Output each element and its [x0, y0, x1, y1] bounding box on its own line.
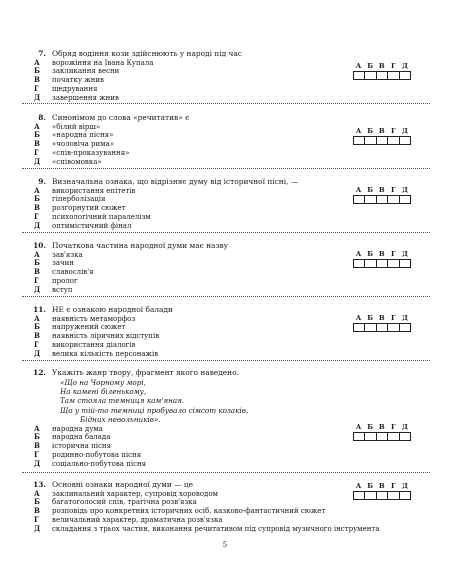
option-d: Г величальний характер, драматична розв'язка [34, 515, 223, 525]
answer-box[interactable] [377, 260, 388, 267]
option-c: В наявність ліричних відступів [34, 331, 160, 341]
question-number: 7. [38, 49, 46, 58]
option-c: В славослів'я [34, 267, 94, 277]
quote-line: Там стояла темниця кам'яная. [60, 396, 185, 406]
option-b: Б закликання весни [34, 66, 120, 76]
quote-line: Що у тій-то темниці пробувало сімсот козаків, [60, 405, 249, 415]
answer-grid-13: А Б В Г Д [353, 482, 411, 500]
answer-box[interactable] [377, 72, 388, 79]
answer-box[interactable] [389, 324, 400, 331]
divider [22, 360, 430, 361]
option-c: В розгорнутий сюжет [34, 203, 126, 213]
answer-box[interactable] [354, 196, 365, 203]
quote-line: «Що на Чорному морі, [60, 377, 146, 387]
question-text: Обряд водіння кози здійснюють у народі під час [52, 49, 242, 58]
option-e: Д «співомовка» [34, 157, 102, 167]
answer-box[interactable] [377, 492, 388, 499]
answer-box[interactable] [389, 492, 400, 499]
divider [22, 472, 430, 473]
question-text: НЕ є ознакою народної балади [52, 305, 173, 314]
answer-box[interactable] [366, 137, 377, 144]
question-number: 12. [33, 368, 46, 377]
question-number: 13. [33, 480, 46, 489]
answer-box[interactable] [354, 72, 365, 79]
option-e: Д соціально-побутова пісня [34, 459, 147, 469]
answer-box[interactable] [354, 137, 365, 144]
answer-box[interactable] [389, 196, 400, 203]
answer-grid-11: А Б В Г Д [353, 314, 411, 332]
option-a: А народна дума [34, 423, 103, 433]
option-b: Б напружений сюжет [34, 322, 126, 332]
answer-grid-7: А Б В Г Д [353, 62, 411, 80]
option-b: Б народна балада [34, 432, 111, 442]
quote-line: На камені біленькому, [60, 386, 147, 396]
option-b: Б «народна пісня» [34, 130, 114, 140]
question-number: 11. [33, 305, 46, 314]
question-text: Основні ознаки народної думи — це [52, 480, 194, 489]
question-text: Синонімом до слова «речитатив» є [52, 113, 190, 122]
question-text: Визначальна ознака, що відрізняє думу від історичної пісні, — [52, 177, 299, 186]
answer-grid-9: А Б В Г Д [353, 186, 411, 204]
answer-box[interactable] [366, 492, 377, 499]
option-c: В розповідь про конкретних історичних осіб, казково-фантастичний сюжет [34, 506, 326, 516]
option-d: Г використання діалогів [34, 340, 136, 350]
option-d: Г пролог [34, 276, 78, 286]
option-a: А зав'язка [34, 249, 83, 259]
option-e: Д завершення жнив [34, 93, 119, 103]
answer-box[interactable] [400, 260, 411, 267]
question-number: 8. [38, 113, 46, 122]
answer-box[interactable] [366, 433, 377, 440]
option-d: Г «спів-проказування» [34, 148, 130, 158]
page-number: 5 [222, 541, 228, 549]
option-a: А використання епітетів [34, 185, 136, 195]
divider [22, 103, 430, 104]
option-e: Д складання з трьох частин, виконання речитативом під супровід музичного інструмента [34, 524, 380, 534]
option-c: В «чоловіча рима» [34, 139, 115, 149]
option-d: Г родинно-побутова пісня [34, 450, 142, 460]
option-d: Г психологічний паралелізм [34, 212, 151, 222]
answer-box[interactable] [354, 260, 365, 267]
answer-box[interactable] [400, 137, 411, 144]
option-a: А ворожіння на Івана Купала [34, 57, 154, 67]
answer-box[interactable] [400, 196, 411, 203]
option-a: А «білий вірш» [34, 121, 101, 131]
option-e: Д оптимістичний фінал [34, 221, 132, 231]
answer-box[interactable] [389, 260, 400, 267]
question-text: Початкова частина народної думи має назву [52, 241, 228, 250]
option-b: Б багатоголосий спів, трагічна розв'язка [34, 497, 197, 507]
quote-line: Бідних невольників». [80, 415, 161, 425]
question-number: 10. [33, 241, 46, 250]
answer-box[interactable] [377, 196, 388, 203]
answer-grid-12: А Б В Г Д [353, 423, 411, 441]
option-c: В початку жнив [34, 75, 104, 85]
answer-box[interactable] [377, 137, 388, 144]
question-12 [22, 368, 432, 469]
answer-box[interactable] [354, 433, 365, 440]
answer-box[interactable] [400, 492, 411, 499]
answer-box[interactable] [366, 72, 377, 79]
answer-box[interactable] [377, 433, 388, 440]
answer-box[interactable] [389, 72, 400, 79]
answer-grid-10: А Б В Г Д [353, 250, 411, 268]
option-e: Д велика кількість персонажів [34, 349, 159, 359]
answer-box[interactable] [366, 324, 377, 331]
option-c: В історична пісня [34, 441, 111, 451]
question-number: 9. [38, 177, 46, 186]
answer-box[interactable] [400, 72, 411, 79]
divider [22, 232, 430, 233]
answer-box[interactable] [366, 196, 377, 203]
divider [22, 168, 430, 169]
answer-box[interactable] [400, 324, 411, 331]
option-d: Г щедрування [34, 84, 98, 94]
option-a: А заклинальний характер, супровід хороводом [34, 488, 218, 498]
option-b: Б гіперболізація [34, 194, 106, 204]
option-e: Д вступ [34, 285, 73, 295]
answer-grid-8: А Б В Г Д [353, 127, 411, 145]
option-a: А наявність метаморфоз [34, 313, 136, 323]
answer-box[interactable] [354, 324, 365, 331]
answer-box[interactable] [389, 433, 400, 440]
answer-box[interactable] [389, 137, 400, 144]
divider [22, 296, 430, 297]
answer-box[interactable] [400, 433, 411, 440]
answer-box[interactable] [366, 260, 377, 267]
question-text: Укажіть жанр твору, фрагмент якого наведено. [52, 368, 239, 377]
answer-box[interactable] [377, 324, 388, 331]
answer-box[interactable] [354, 492, 365, 499]
option-b: Б зачин [34, 258, 74, 268]
